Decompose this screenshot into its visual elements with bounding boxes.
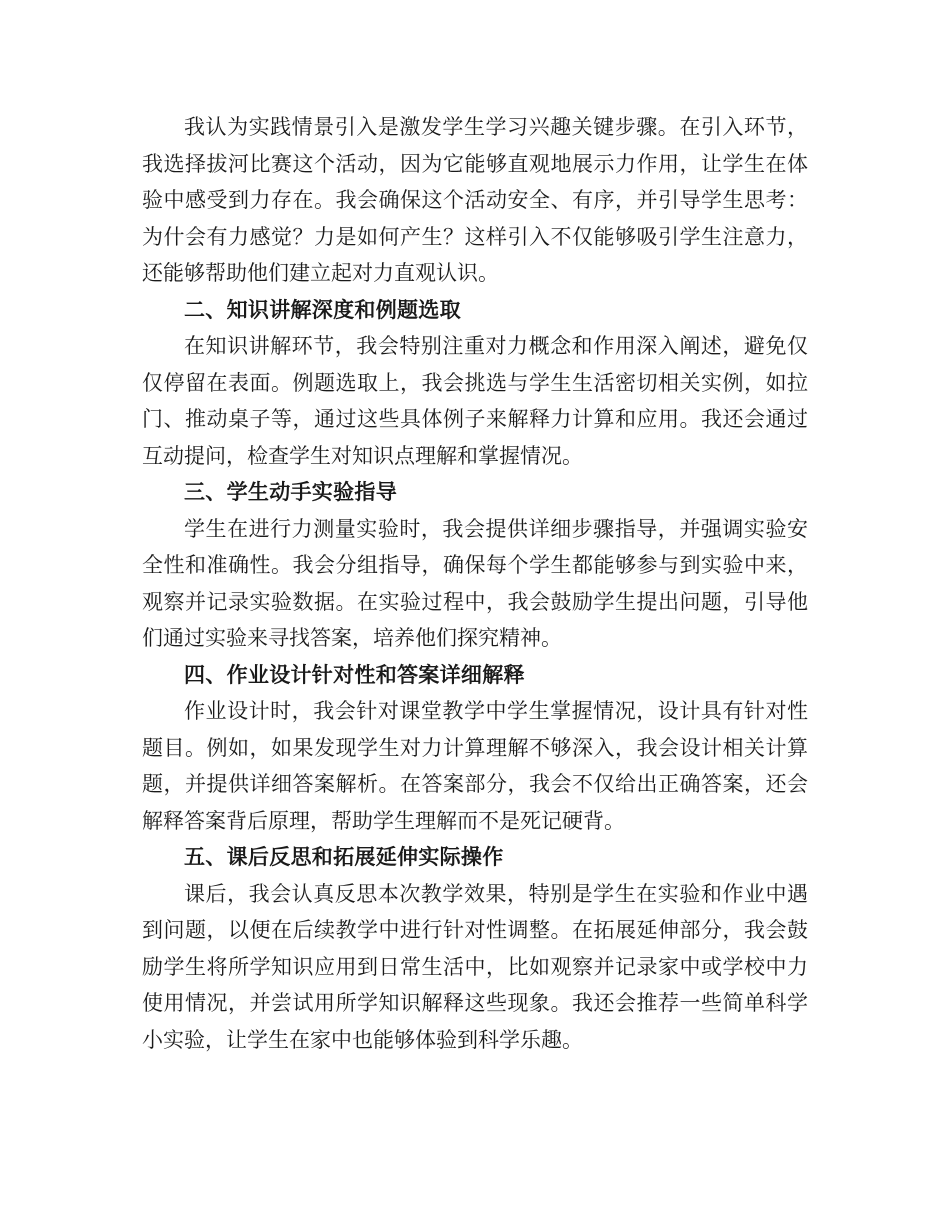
- document-page: [142, 109, 808, 1058]
- section-heading-2: 二、知识讲解深度和例题选取: [184, 296, 461, 322]
- section-heading-5: 五、课后反思和拓展延伸实际操作: [184, 844, 504, 869]
- section-heading-4: 四、作业设计针对性和答案详细解释: [184, 661, 525, 687]
- intro-paragraph: 我认为实践情景引入是激发学生学习兴趣关键步骤。在引入环节，我选择拔河比赛这个活动，因为它能够直观地展示力作用，让学生在体验中感受到力存在。我会确保这个活动安全、有序，并引导学生思考：为什会有力感觉？力是如何产生？这样引入不仅能够吸引学生注意力，还能够帮助他们建立起对力直观认识。: [142, 115, 808, 285]
- section-paragraph-4: 作业设计时，我会针对课堂教学中学生掌握情况，设计具有针对性题目。例如，如果发现学生对力计算理解不够深入，我会设计相关计算题，并提供详细答案解析。在答案部分，我会不仅给出正确答案，还会解释答案背后原理，帮助学生理解而不是死记硬背。: [142, 699, 808, 833]
- section-heading-3: 三、学生动手实验指导: [184, 479, 397, 504]
- section-paragraph-2: 在知识讲解环节，我会特别注重对力概念和作用深入阐述，避免仅仅停留在表面。例题选取上，我会挑选与学生生活密切相关实例，如拉门、推动桌子等，通过这些具体例子来解释力计算和应用。我还会通过互动提问，检查学生对知识点理解和掌握情况。: [142, 334, 808, 468]
- section-paragraph-5: 课后，我会认真反思本次教学效果，特别是学生在实验和作业中遇到问题，以便在后续教学中进行针对性调整。在拓展延伸部分，我会鼓励学生将所学知识应用到日常生活中，比如观察并记录家中或学校中力使用情况，并尝试用所学知识解释这些现象。我还会推荐一些简单科学小实验，让学生在家中也能够体验到科学乐趣。: [142, 881, 808, 1052]
- section-paragraph-3: 学生在进行力测量实验时，我会提供详细步骤指导，并强调实验安全性和准确性。我会分组指导，确保每个学生都能够参与到实验中来，观察并记录实验数据。在实验过程中，我会鼓励学生提出问题，引导他们通过实验来寻找答案，培养他们探究精神。: [142, 516, 808, 650]
